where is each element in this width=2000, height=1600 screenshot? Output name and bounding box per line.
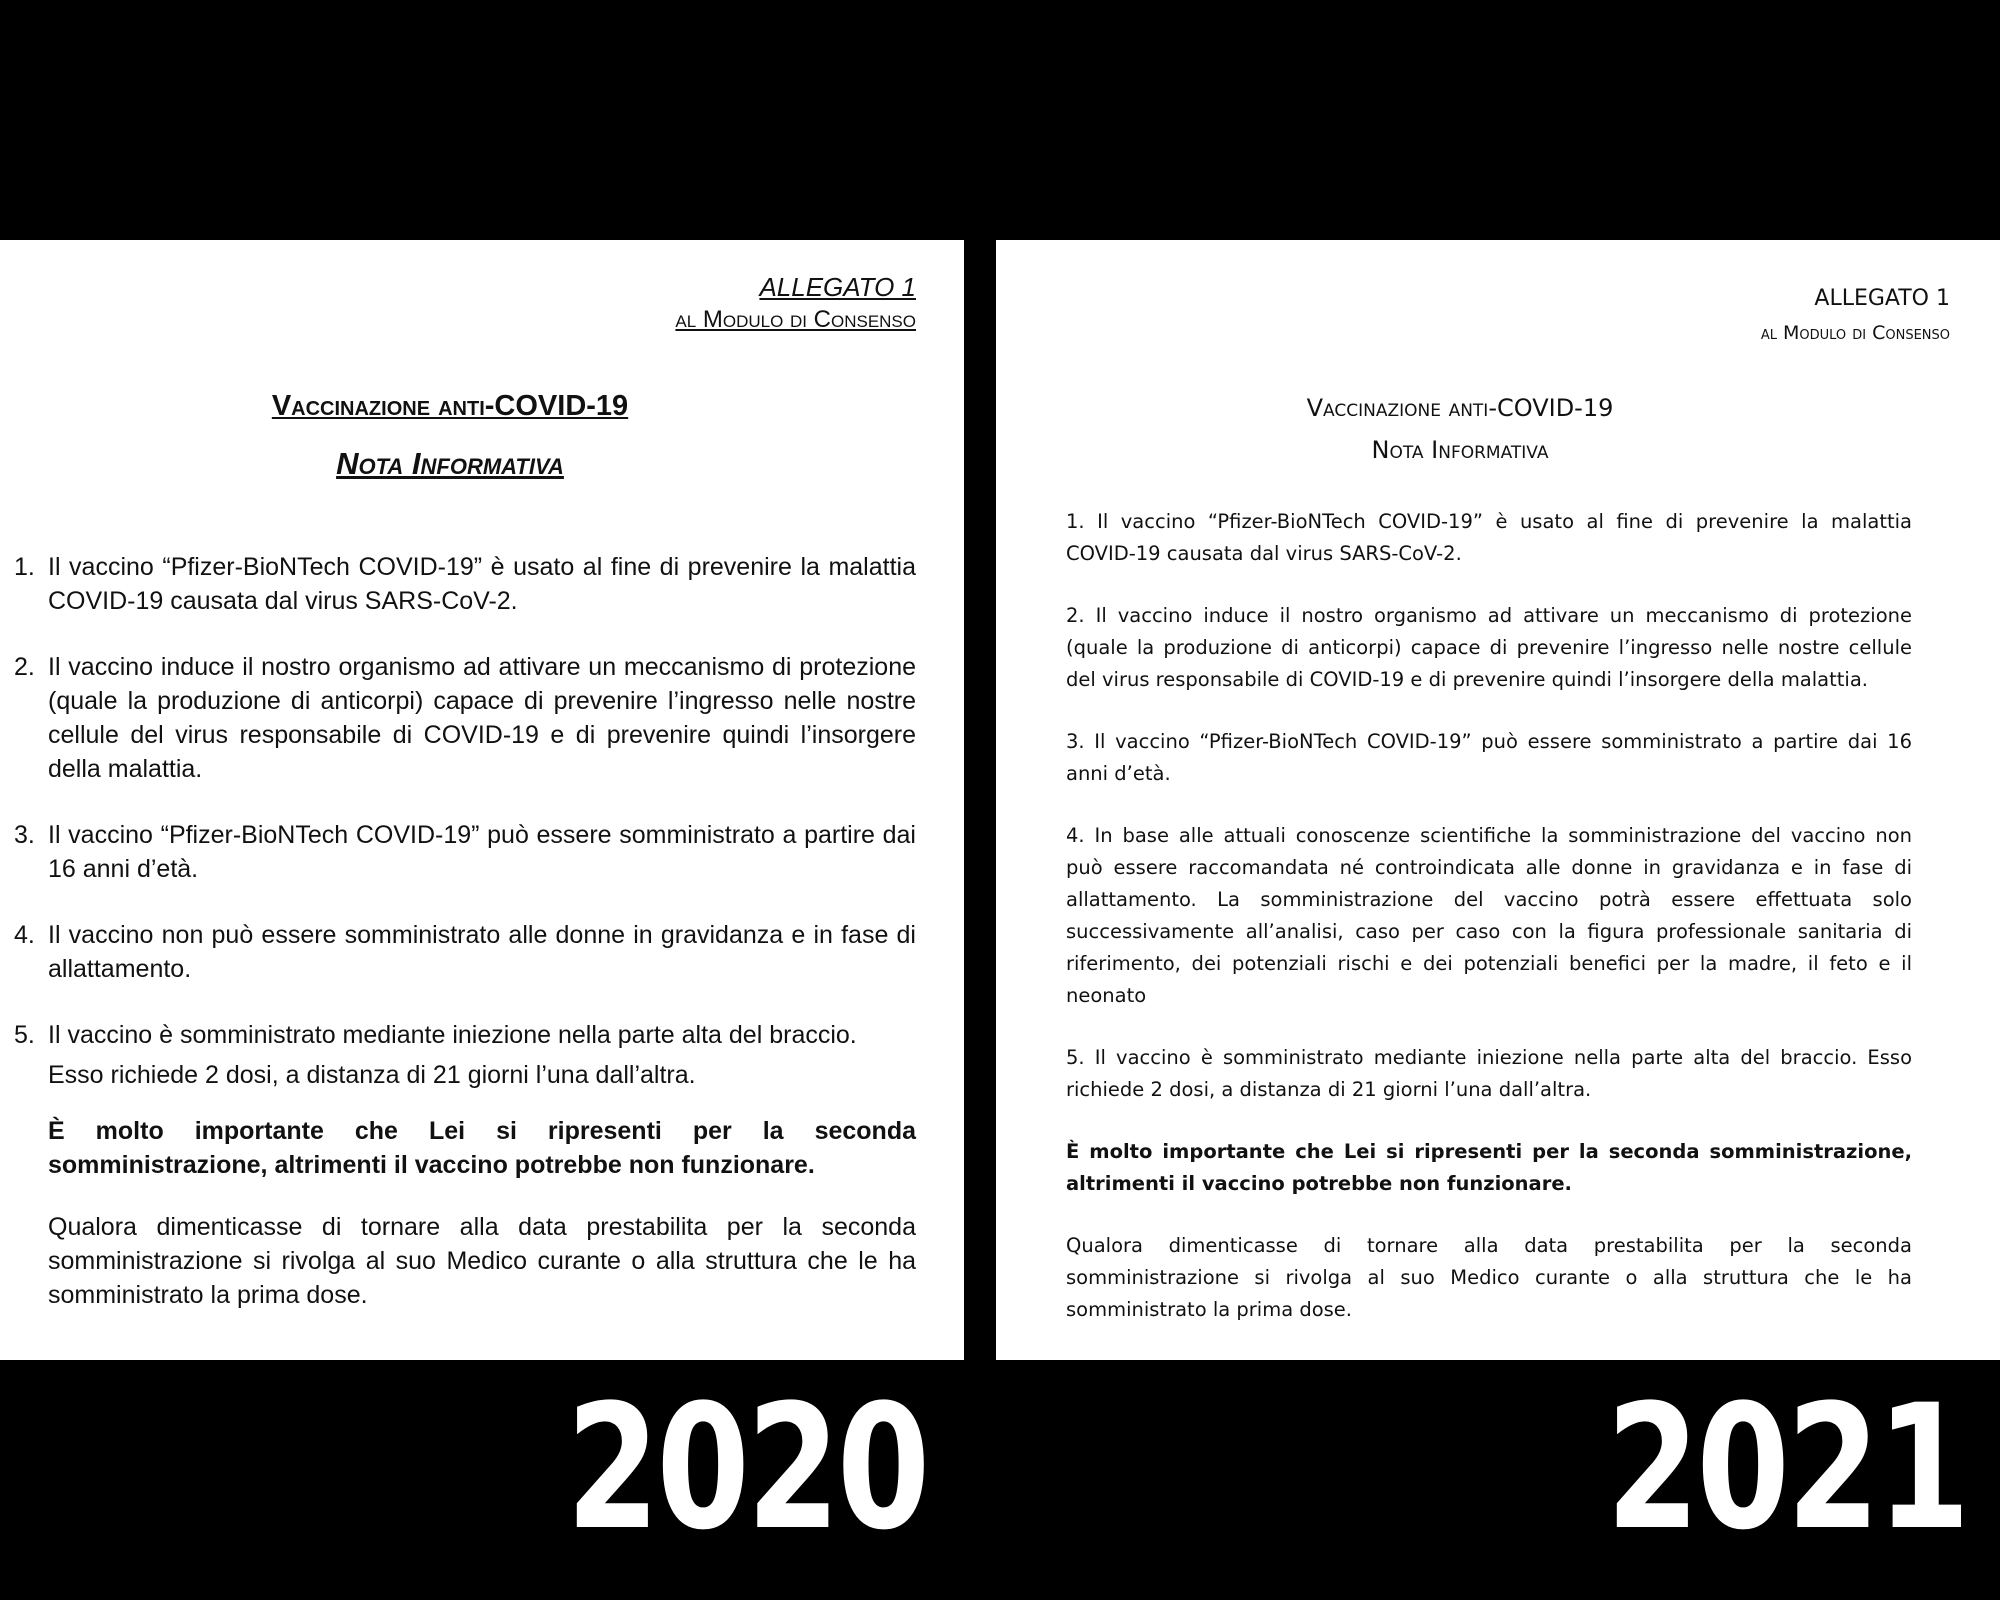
year-label-2021: 2021 <box>1606 1367 1968 1568</box>
attachment-sublabel: al Modulo di Consenso <box>675 306 916 333</box>
item-extra-text: Esso richiede 2 dosi, a distanza di 21 giorni l’una dall’altra. <box>48 1061 696 1089</box>
document-subtitle: Nota Informativa <box>1371 436 1549 464</box>
year-label-2020: 2020 <box>566 1367 928 1568</box>
item-number: 2. <box>14 653 35 681</box>
list-item: 2. Il vaccino induce il nostro organismo ad attivare un meccanismo di protezione (quale la produzione di anticorpi) capace di prevenire l’ingresso nelle nostre cellule del virus responsabile di COVID-19 e di prevenire quindi l’insorgere della malattia. <box>1066 604 1912 691</box>
item-text: Il vaccino “Pfizer-BioNTech COVID-19” può essere somministrato a partire dai 16 anni d’età. <box>48 821 916 883</box>
list-item: 5. Il vaccino è somministrato mediante iniezione nella parte alta del braccio. Esso richiede 2 dosi, a distanza di 21 giorni l’una dall’altra. <box>1066 1046 1912 1101</box>
document-subtitle: Nota Informativa <box>336 446 564 481</box>
document-2020 <box>0 240 964 1360</box>
item-number: 5. <box>14 1021 35 1049</box>
list-item <box>14 818 916 886</box>
document-body <box>14 550 916 1340</box>
item-text: Il vaccino è somministrato mediante iniezione nella parte alta del braccio. <box>48 1021 857 1049</box>
item-text: Il vaccino induce il nostro organismo ad attivare un meccanismo di protezione (quale la produzione di anticorpi) capace di prevenire l’ingresso nelle nostre cellule del virus responsabile di COVID-19 e di prevenire quindi l’insorgere della malattia. <box>48 653 916 783</box>
item-text: Il vaccino “Pfizer-BioNTech COVID-19” è usato al fine di prevenire la malattia COVID-19 causata dal virus SARS-CoV-2. <box>48 553 916 615</box>
important-notice: È molto importante che Lei si ripresenti per la seconda somministrazione, altrimenti il vaccino potrebbe non funzionare. <box>1066 1140 1912 1195</box>
item-number: 4. <box>14 921 35 949</box>
item-text: Il vaccino non può essere somministrato alle donne in gravidanza e in fase di allattamento. <box>48 921 916 983</box>
item-number: 3. <box>14 821 35 849</box>
item-number: 1. <box>14 553 35 581</box>
list-item <box>14 650 916 786</box>
item-text-wrapper <box>48 1018 916 1092</box>
list-item <box>14 918 916 986</box>
list-item: 4. In base alle attuali conoscenze scientifiche la somministrazione del vaccino non può essere raccomandata né controindicata alle donne in gravidanza e in fase di allattamento. La somministrazione del vaccino potrà essere effettuata solo successivamente all’analisi, caso per caso con la figura professionale sanitaria di riferimento, dei potenziali rischi e dei potenziali benefici per la madre, il feto e il neonato <box>1066 824 1912 1007</box>
document-title: Vaccinazione anti-COVID-19 <box>271 390 629 422</box>
attachment-sublabel: al Modulo di Consenso <box>1760 322 1950 344</box>
reminder-note: Qualora dimenticasse di tornare alla data prestabilita per la seconda somministrazione si rivolga al suo Medico curante o alla struttura che le ha somministrato la prima dose. <box>48 1213 916 1309</box>
important-notice: È molto importante che Lei si ripresenti per la seconda somministrazione, altrimenti il vaccino potrebbe non funzionare. <box>48 1117 916 1179</box>
attachment-label: ALLEGATO 1 <box>1814 286 1950 311</box>
document-title: Vaccinazione anti-COVID-19 <box>1306 394 1614 422</box>
document-2021 <box>996 240 2000 1360</box>
list-item: 1. Il vaccino “Pfizer-BioNTech COVID-19” è usato al fine di prevenire la malattia COVID-19 causata dal virus SARS-CoV-2. <box>1066 510 1912 565</box>
attachment-label: ALLEGATO 1 <box>759 272 916 302</box>
reminder-note: Qualora dimenticasse di tornare alla data prestabilita per la seconda somministrazione si rivolga al suo Medico curante o alla struttura che le ha somministrato la prima dose. <box>1066 1234 1912 1321</box>
list-item: 3. Il vaccino “Pfizer-BioNTech COVID-19” può essere somministrato a partire dai 16 anni d’età. <box>1066 730 1912 785</box>
list-item <box>14 1018 916 1092</box>
list-item <box>14 550 916 618</box>
document-body <box>1066 506 1912 1326</box>
